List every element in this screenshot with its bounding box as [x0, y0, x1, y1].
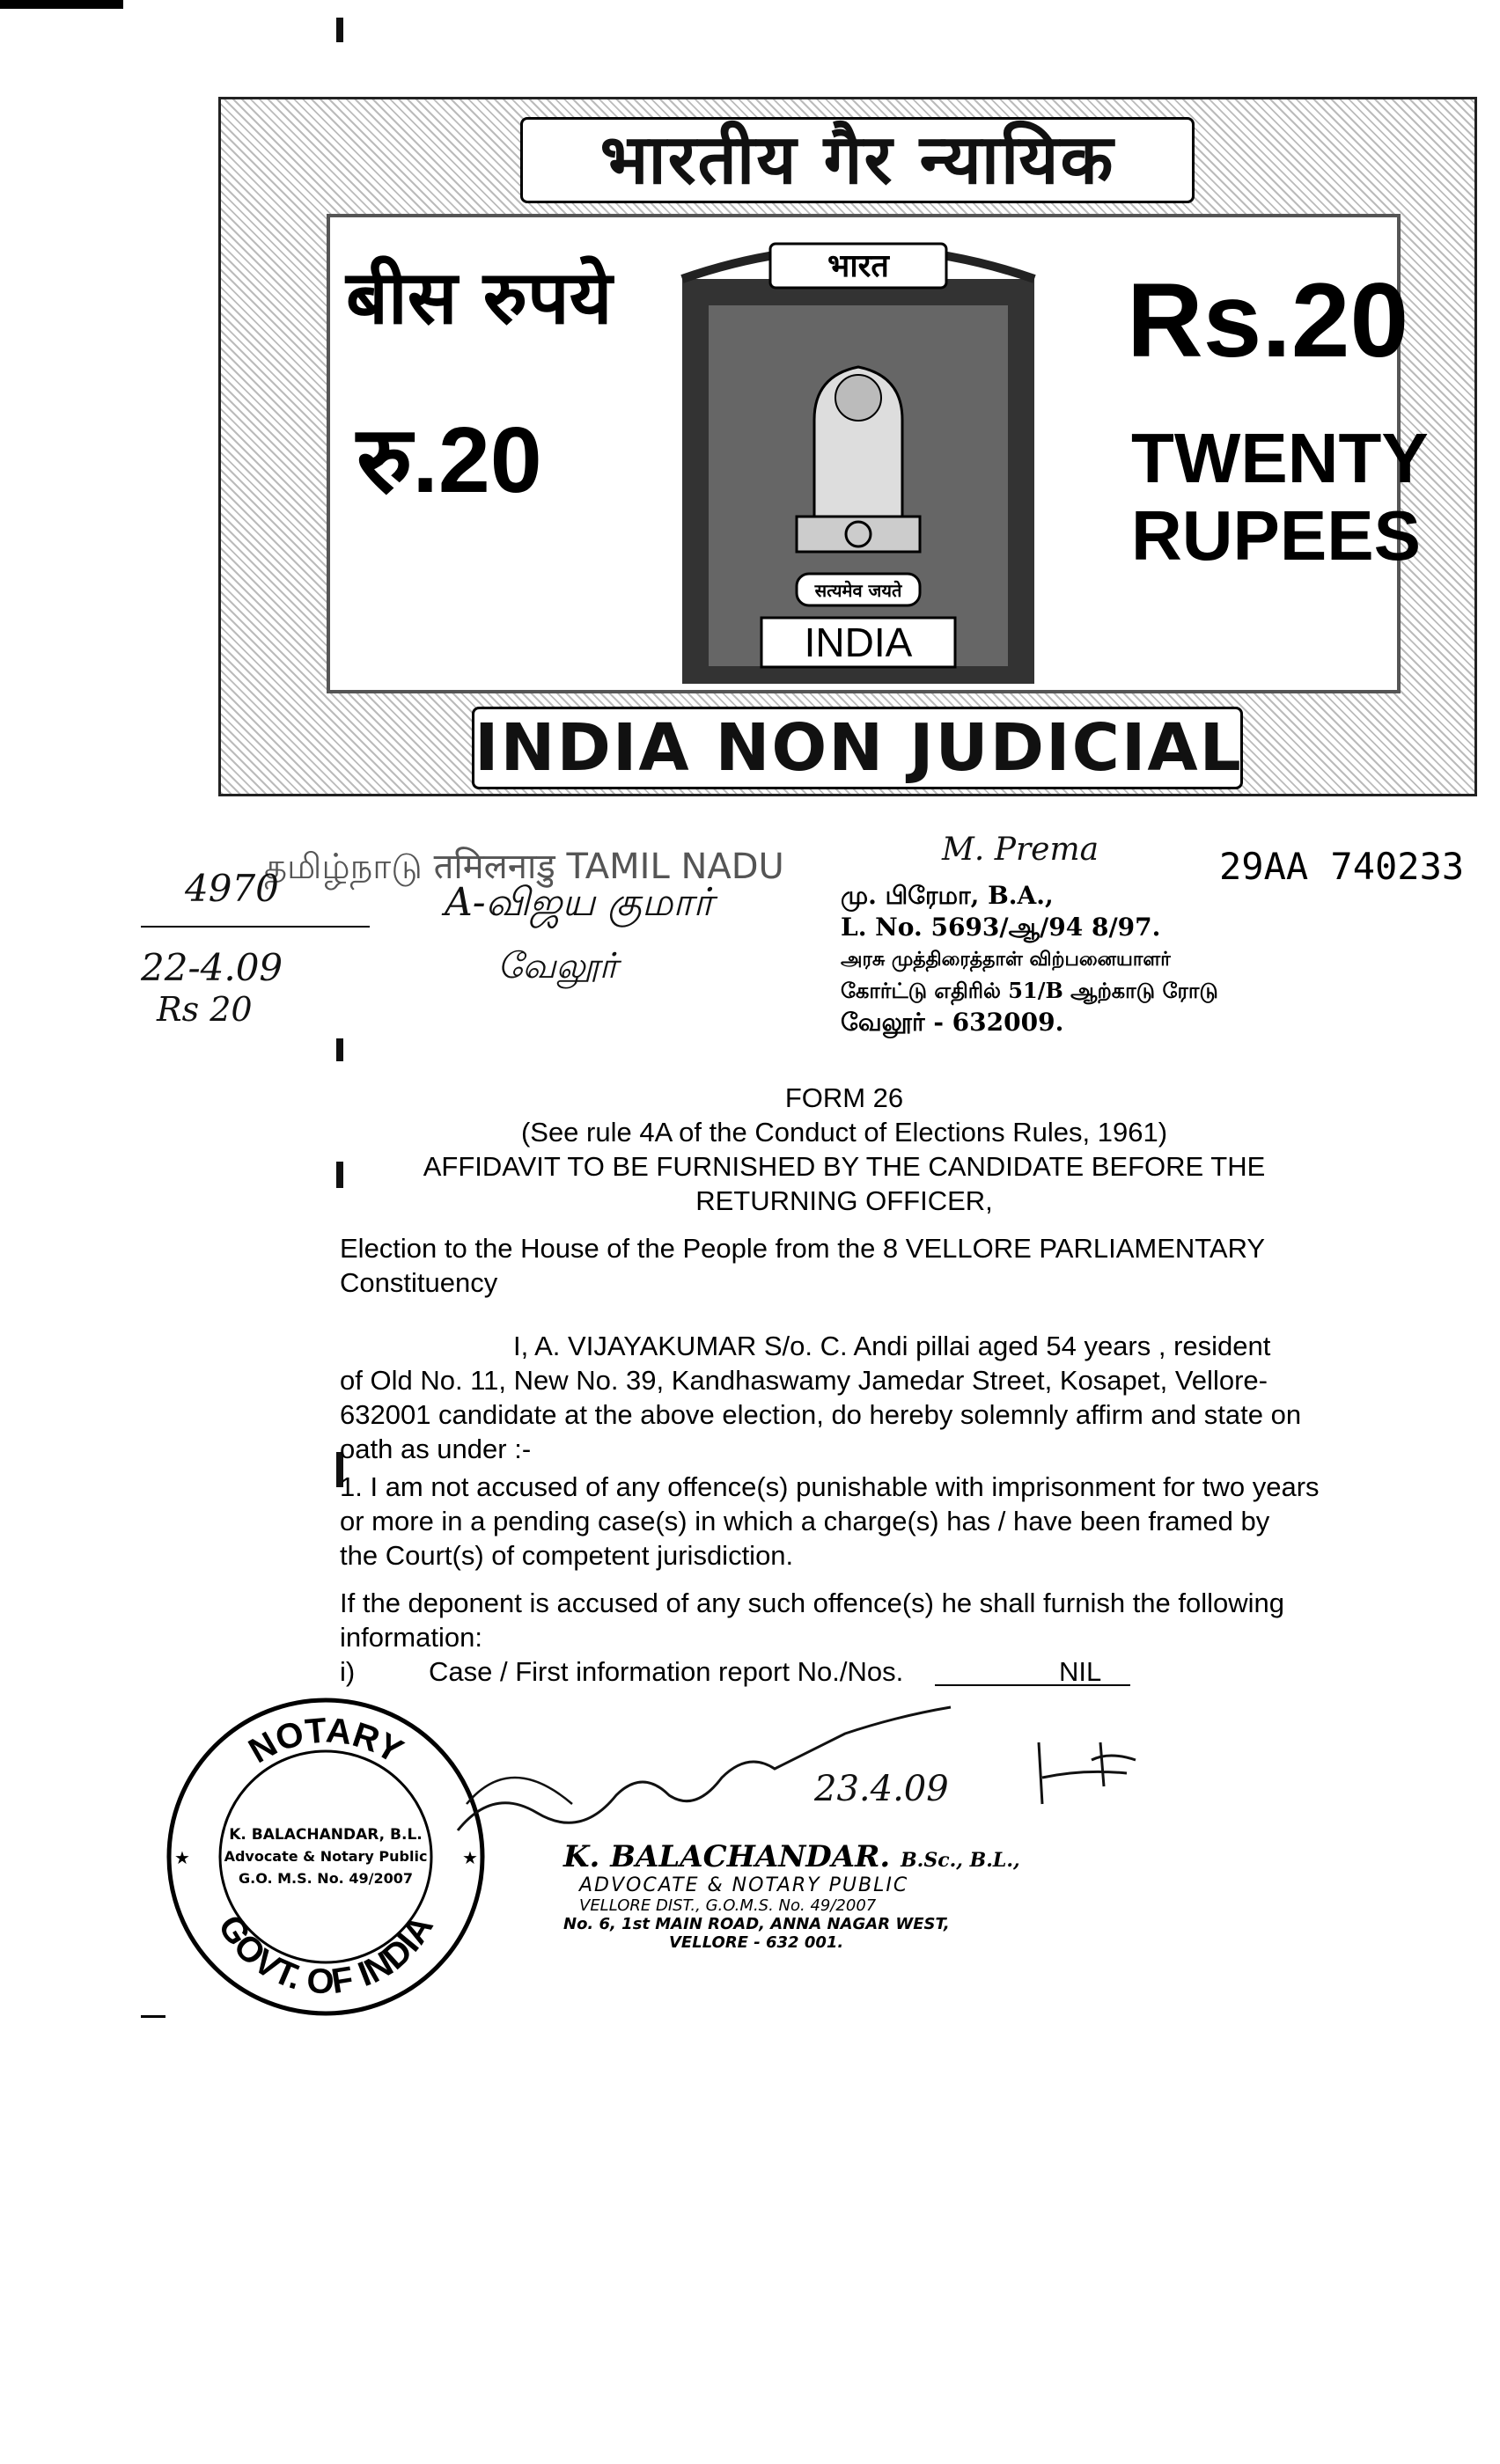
- notary-name-row: [563, 1839, 1020, 1874]
- stamp-value-rupee: रु.20: [357, 408, 542, 512]
- svg-text:GOVT. OF INDIA: [210, 1909, 441, 2002]
- svg-text:NOTARY: [242, 1711, 409, 1771]
- vendor-rubber-stamp: [841, 880, 1218, 1038]
- deponent-signature: [1030, 1725, 1153, 1813]
- stamp-value-panel: [327, 214, 1429, 693]
- seal-inner-line: K. BALACHANDAR, B.L.: [229, 1826, 423, 1844]
- notary-stamp: [563, 1839, 1020, 1952]
- stamp-value-word-2: RUPEES: [1131, 496, 1421, 575]
- item-number: i): [340, 1656, 356, 1687]
- affidavit-para1-line: 632001 candidate at the above election, do hereby solemnly affirm and state on: [340, 1399, 1302, 1430]
- seal-star-icon: ★: [174, 1849, 190, 1868]
- stamp-paper: [218, 97, 1477, 796]
- notary-degree: B.Sc., B.L.,: [901, 1849, 1020, 1872]
- notary-title: ADVOCATE & NOTARY PUBLIC: [579, 1874, 909, 1896]
- handwritten-rule: [141, 926, 370, 928]
- vendor-line: கோர்ட்டு எதிரில் 51/B ஆற்காடு ரோடு: [841, 978, 1218, 1003]
- seal-bottom-text: GOVT. OF INDIA: [210, 1908, 441, 2002]
- emblem-bharat-label: भारत: [827, 248, 889, 284]
- stamp-serial-number: 29AA 740233: [1219, 845, 1465, 888]
- item-value: NIL: [1059, 1656, 1102, 1687]
- seal-inner-line: G.O. M.S. No. 49/2007: [239, 1870, 413, 1887]
- emblem-india: INDIA: [804, 620, 913, 665]
- form-heading-line-2: RETURNING OFFICER,: [695, 1185, 993, 1216]
- notary-name: K. BALACHANDAR.: [563, 1839, 891, 1874]
- margin-mark: [336, 18, 343, 42]
- seal-inner-line: Advocate & Notary Public: [224, 1848, 428, 1865]
- affidavit-para3-line: information:: [340, 1622, 482, 1653]
- emblem-motto: सत्यमेव जयते: [814, 580, 902, 601]
- vendor-initial-signature: M. Prema: [942, 832, 1099, 868]
- election-line-1: Election to the House of the People from the 8 VELLORE PARLIAMENTARY: [340, 1233, 1266, 1264]
- handwritten-date: 22-4.09: [141, 946, 283, 989]
- ashoka-emblem-icon: [665, 226, 1052, 693]
- vendor-line: அரசு முத்திரைத்தாள் விற்பனையாளர்: [841, 948, 1171, 971]
- vendor-line: L. No. 5693/ஆ/94 8/97.: [841, 913, 1161, 942]
- affidavit-para2-line: or more in a pending case(s) in which a charge(s) has / have been framed by: [340, 1506, 1270, 1536]
- scan-edge: [0, 0, 123, 9]
- form-rule: (See rule 4A of the Conduct of Elections Rules, 1961): [520, 1117, 1168, 1148]
- seal-star-icon: ★: [462, 1849, 478, 1868]
- vendor-line: வேலூர் - 632009.: [841, 1008, 1064, 1037]
- seal-top-text: NOTARY: [242, 1711, 409, 1771]
- stamp-header-hindi: भारतीय गैर न्यायिक: [520, 117, 1195, 203]
- affidavit-para2-line: 1. I am not accused of any offence(s) punishable with imprisonment for two years: [340, 1471, 1320, 1502]
- stamp-value-word-1: TWENTY: [1131, 419, 1429, 497]
- affidavit-para1-line: of Old No. 11, New No. 39, Kandhaswamy Jamedar Street, Kosapet, Vellore-: [340, 1365, 1268, 1396]
- notary-address-line: VELLORE - 632 001.: [669, 1933, 844, 1952]
- handwritten-amount: Rs 20: [157, 990, 253, 1029]
- margin-dash: [141, 2015, 165, 2018]
- stamp-value-words: [1131, 420, 1429, 575]
- notary-registration: VELLORE DIST., G.O.M.S. No. 49/2007: [579, 1896, 877, 1915]
- affidavit-para2-line: the Court(s) of competent jurisdiction.: [340, 1540, 794, 1571]
- margin-mark: [336, 1038, 343, 1061]
- handwritten-purchaser-place: வேலூர்: [497, 946, 618, 986]
- handwritten-purchaser: A-விஜய குமார்: [445, 880, 714, 925]
- state-line: தமிழ்நாடு तमिलनाडु TAMIL NADU: [264, 847, 784, 887]
- stamp-value-hindi: बीस रुपये: [346, 254, 613, 341]
- form-title: FORM 26: [784, 1082, 904, 1113]
- stamp-footer: INDIA NON JUDICIAL: [472, 707, 1243, 789]
- vendor-line: மு. பிரேமா, B.A.,: [841, 881, 1054, 910]
- election-line-2: Constituency: [340, 1267, 498, 1298]
- handwritten-register-number: 4970: [185, 867, 279, 910]
- affidavit-para1-line: oath as under :-: [340, 1434, 532, 1464]
- notary-sign-date: 23.4.09: [814, 1769, 949, 1809]
- notary-address-line: No. 6, 1st MAIN ROAD, ANNA NAGAR WEST,: [563, 1915, 950, 1933]
- stamp-value-rs: Rs.20: [1127, 261, 1409, 379]
- form-heading-line-1: AFFIDAVIT TO BE FURNISHED BY THE CANDIDATE BEFORE THE: [423, 1151, 1266, 1182]
- affidavit-para3-line: If the deponent is accused of any such offence(s) he shall furnish the following: [340, 1588, 1285, 1618]
- item-label: Case / First information report No./Nos.: [429, 1656, 904, 1687]
- affidavit-para1-line: I, A. VIJAYAKUMAR S/o. C. Andi pillai aged 54 years , resident: [513, 1331, 1271, 1361]
